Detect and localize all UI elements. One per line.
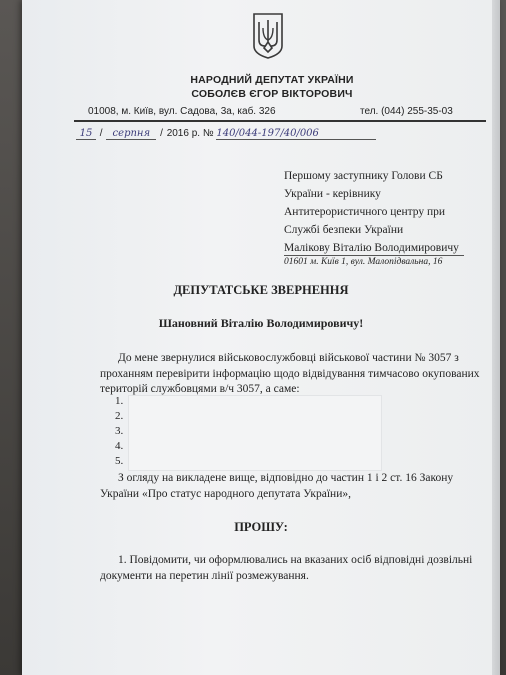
paragraph-intro	[100, 351, 490, 398]
list-item: 2.	[115, 410, 124, 422]
salutation: Шановний Віталію Володимировичу!	[158, 316, 364, 330]
request-item	[100, 553, 495, 584]
list-item: 4.	[115, 440, 124, 452]
list-item: 3.	[115, 425, 124, 437]
reference-year: 2016 р. №	[166, 128, 214, 139]
paragraph-line: проханням перевірити інформацію щодо відвідування тимчасово окупованих	[100, 367, 480, 380]
recipient-divider	[284, 255, 464, 256]
list-item: 1.	[115, 395, 124, 407]
paragraph-line: До мене звернулися військовослужбовці військової частини № 3057 з	[118, 352, 459, 364]
redacted-area	[128, 395, 382, 471]
recipient-line: Малікову Віталію Володимировичу	[284, 242, 459, 254]
recipient-block	[284, 167, 499, 257]
request-heading: ПРОШУ:	[234, 520, 288, 534]
list-item: 5.	[115, 455, 124, 467]
paragraph-line: документи на перетин лінії розмежування.	[100, 569, 309, 582]
recipient-line: Службі безпеки України	[284, 224, 404, 236]
reference-month: серпня	[106, 128, 156, 140]
recipient-line: України - керівнику	[284, 188, 381, 200]
document-title: ДЕПУТАТСЬКЕ ЗВЕРНЕННЯ	[173, 283, 349, 297]
coat-of-arms-icon	[252, 12, 284, 60]
letterhead-title: НАРОДНИЙ ДЕПУТАТ УКРАЇНИ	[190, 74, 354, 86]
paragraph-line: З огляду на викладене вище, відповідно до частин 1 і 2 ст. 16 Закону	[118, 472, 454, 484]
paragraph-line: України «Про статус народного депутата України»,	[100, 487, 351, 500]
recipient-line: Першому заступнику Голови СБ	[284, 170, 443, 182]
paragraph-line: 1. Повідомити, чи оформлювались на вказаних осіб відповідні дозвільні	[118, 554, 473, 566]
list-numbers	[115, 394, 123, 469]
letterhead-address: 01008, м. Київ, вул. Садова, 3а, каб. 326	[88, 106, 276, 117]
paragraph-basis	[100, 471, 490, 502]
recipient-address: 01601 м. Київ 1, вул. Малопідвальна, 16	[284, 257, 443, 267]
letterhead-divider	[74, 120, 486, 122]
paragraph-line: територій службовцями в/ч 3057, а саме:	[100, 383, 300, 395]
reference-day: 15	[76, 128, 96, 140]
reference-line: 15 / серпня / 2016 р. № 140/044-197/40/006	[76, 128, 496, 140]
recipient-line: Антитерористичного центру при	[284, 206, 446, 218]
document-page	[22, 0, 500, 675]
reference-number: 140/044-197/40/006	[216, 128, 376, 140]
letterhead-name: СОБОЛЄВ ЄГОР ВІКТОРОВИЧ	[191, 88, 353, 100]
letterhead-phone: тел. (044) 255-35-03	[360, 106, 453, 117]
